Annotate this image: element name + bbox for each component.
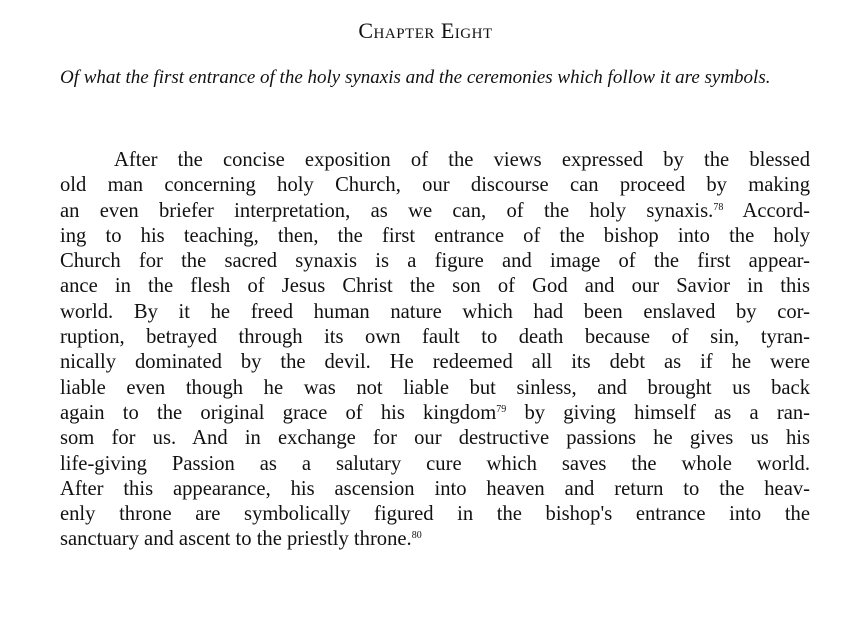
body-line: nically dominated by the devil. He redeemed all its debt as if he were <box>60 351 810 374</box>
body-line: Church for the sacred synaxis is a figure and image of the first appear- <box>60 250 810 273</box>
body-line: ruption, betrayed through its own fault to death because of sin, tyran- <box>60 326 810 349</box>
footnote-ref-78: 78 <box>713 201 724 213</box>
body-line: ing to his teaching, then, the first entrance of the bishop into the holy <box>60 224 810 247</box>
body-line: enly throne are symbolically figured in the bishop's entrance into the <box>60 503 810 526</box>
body-line: After the concise exposition of the views expressed by the blessed <box>114 149 810 171</box>
body-line: After this appearance, his ascension into heaven and return to the heav- <box>60 477 810 500</box>
body-line: old man concerning holy Church, our discourse can proceed by making <box>60 174 810 197</box>
body-line: ance in the flesh of Jesus Christ the son of God and our Savior in this <box>60 275 810 298</box>
body-line: som for us. And in exchange for our destructive passions he gives us his <box>60 427 810 450</box>
body-line: world. By it he freed human nature which had been enslaved by cor- <box>60 300 810 323</box>
body-line: sanctuary and ascent to the priestly throne.$^{80}$ <box>60 528 422 551</box>
body-line: life-giving Passion as a salutary cure which saves the whole world. <box>60 452 810 475</box>
body-paragraph <box>60 148 810 553</box>
body-line: an even briefer interpretation, as we can, of the holy synaxis.$^{78}$ Accord- <box>60 199 810 222</box>
body-line: liable even though he was not liable but sinless, and brought us back <box>60 376 810 399</box>
chapter-title: Chapter Eight <box>358 18 493 43</box>
footnote-ref-80: 80 <box>411 530 422 542</box>
body-line: again to the original grace of his kingdom$^{79}$ by giving himself as a ran- <box>60 401 810 424</box>
chapter-subtitle: Of what the first entrance of the holy synaxis and the ceremonies which follow it are symbols. <box>60 67 771 88</box>
footnote-ref-79: 79 <box>496 403 507 415</box>
